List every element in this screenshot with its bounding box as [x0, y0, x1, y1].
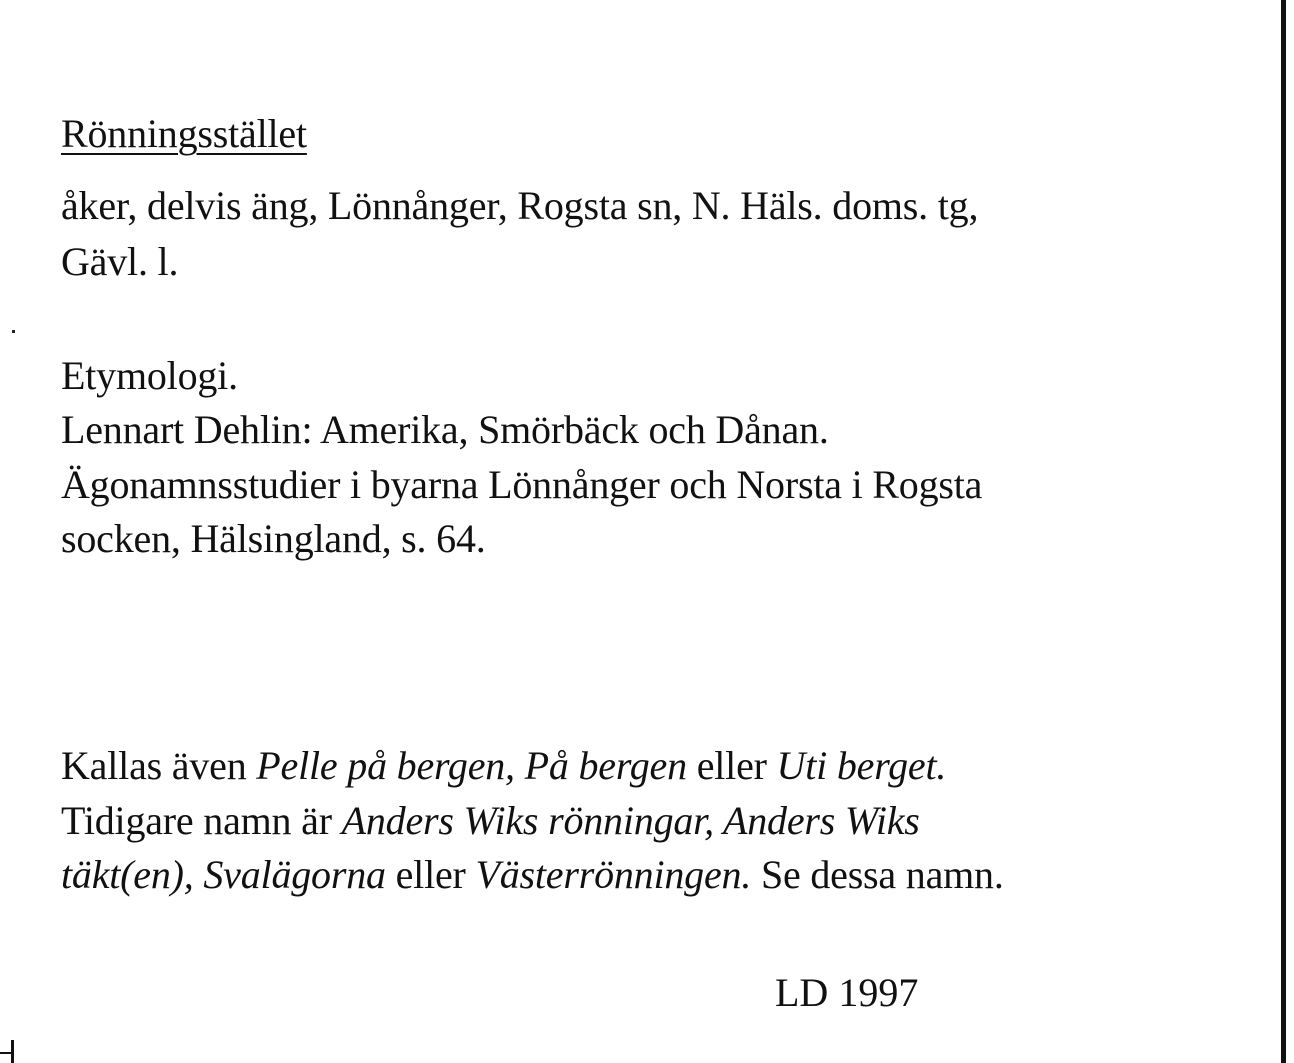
- etymology-source-line-1: Lennart Dehlin: Amerika, Smörbäck och Dånan.: [61, 407, 829, 452]
- etymology-label: Etymologi.: [61, 353, 238, 398]
- author-signature: LD 1997: [775, 970, 919, 1015]
- crop-mark-horizontal: [0, 1052, 14, 1054]
- scan-speck: [12, 330, 15, 333]
- alternate-names-line-2: [61, 795, 920, 847]
- alternate-names-line-3: [61, 849, 1004, 901]
- text-segment: eller: [686, 743, 777, 788]
- corner-crop-mark: [0, 1040, 16, 1063]
- description-line-2: Gävl. l.: [61, 239, 179, 284]
- italic-name: Västerrönningen.: [475, 852, 752, 897]
- text-segment: Se dessa namn.: [751, 852, 1004, 897]
- italic-name: Pelle på bergen, På bergen: [256, 743, 687, 788]
- text-segment: Tidigare namn är: [61, 798, 342, 843]
- scan-edge-line: [1281, 0, 1286, 1063]
- text-segment: Kallas även: [61, 743, 257, 788]
- text-segment: eller: [385, 852, 476, 897]
- italic-name: Uti berget.: [776, 743, 947, 788]
- italic-name: täkt(en), Svalägorna: [61, 852, 386, 897]
- etymology-source-line-2: Ägonamnsstudier i byarna Lönnånger och Norsta i Rogsta: [61, 462, 983, 507]
- alternate-names-line-1: [61, 740, 946, 792]
- etymology-source-line-3: socken, Hälsingland, s. 64.: [61, 516, 486, 561]
- place-name-heading: Rönningsstället: [61, 111, 307, 156]
- italic-name: Anders Wiks rönningar, Anders Wiks: [341, 798, 920, 843]
- description-line-1: åker, delvis äng, Lönnånger, Rogsta sn, N. Häls. doms. tg,: [61, 183, 979, 228]
